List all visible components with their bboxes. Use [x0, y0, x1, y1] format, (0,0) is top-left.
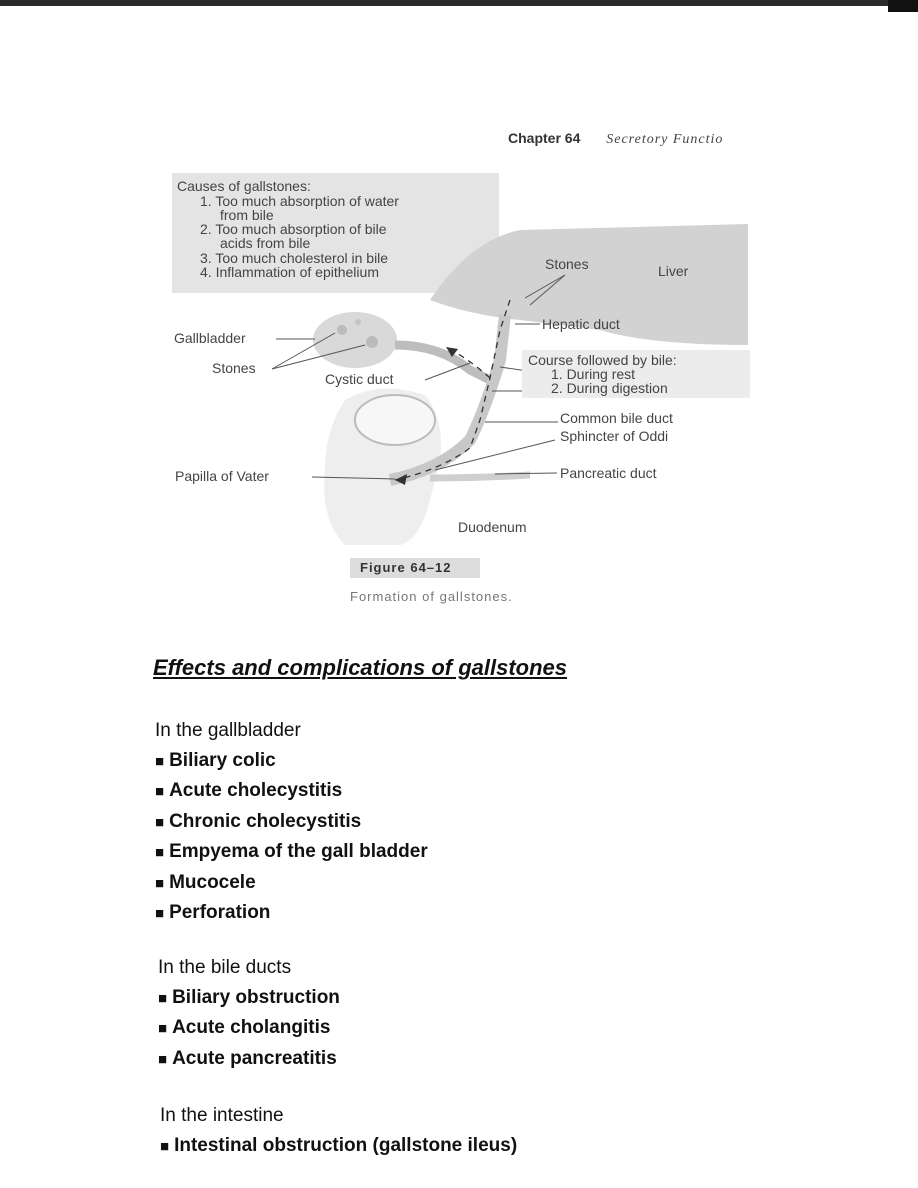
list-item: ■ Biliary obstruction: [158, 986, 340, 1008]
label-course-digestion: 2. During digestion: [551, 380, 668, 396]
bullet-icon: ■: [155, 844, 165, 861]
cause-1: 1. Too much absorption of water: [200, 193, 399, 209]
label-stones-left: Stones: [212, 360, 256, 376]
figure-caption: Formation of gallstones.: [350, 589, 513, 604]
label-common-bile-duct: Common bile duct: [560, 410, 673, 426]
label-liver: Liver: [658, 263, 689, 279]
list-item: ■ Intestinal obstruction (gallstone ileus): [160, 1134, 518, 1156]
causes-title: Causes of gallstones:: [177, 178, 311, 194]
label-papilla: Papilla of Vater: [175, 468, 269, 484]
label-hepatic-duct: Hepatic duct: [542, 316, 620, 332]
cause-3: 3. Too much cholesterol in bile: [200, 250, 389, 266]
gallstone-2: [366, 336, 378, 348]
group-heading: In the intestine: [160, 1105, 284, 1126]
label-course-title: Course followed by bile:: [528, 352, 677, 368]
bullet-icon: ■: [158, 1020, 168, 1037]
chapter-label: Chapter 64: [508, 130, 581, 146]
bullet-icon: ■: [155, 874, 165, 892]
group-gallbladder: [155, 716, 428, 929]
list-item: ■ Mucocele: [155, 871, 256, 893]
label-pancreatic-duct: Pancreatic duct: [560, 465, 657, 481]
list-item: ■ Acute pancreatitis: [158, 1047, 337, 1069]
bullet-icon: ■: [158, 989, 168, 1007]
gallstone-3: [355, 319, 361, 325]
list-item: ■ Empyema of the gall bladder: [155, 841, 428, 862]
gallbladder-shape: [313, 312, 397, 368]
bullet-icon: ■: [160, 1137, 170, 1155]
bullet-icon: ■: [155, 752, 165, 770]
bullet-icon: ■: [158, 1050, 168, 1068]
list-item: ■ Biliary colic: [155, 749, 276, 771]
bullet-icon: ■: [155, 905, 165, 922]
bullet-icon: ■: [155, 783, 165, 800]
cause-2-cont: acids from bile: [220, 235, 311, 251]
label-course-rest: 1. During rest: [551, 366, 636, 382]
cause-1-cont: from bile: [220, 207, 274, 223]
group-intestine: [160, 1101, 517, 1161]
section-label: Secretory Functio: [606, 132, 724, 147]
cystic-duct-shape: [395, 345, 490, 380]
gallstone-1: [337, 325, 347, 335]
group-bile-ducts: [158, 953, 340, 1074]
label-stones-top: Stones: [545, 256, 589, 272]
list-item: ■ Acute cholecystitis: [155, 780, 343, 801]
label-duodenum: Duodenum: [458, 519, 527, 535]
label-cystic-duct: Cystic duct: [325, 371, 394, 387]
list-item: ■ Chronic cholecystitis: [155, 810, 362, 832]
list-item: ■ Perforation: [155, 902, 271, 923]
figure-number: Figure 64–12: [360, 560, 452, 575]
pancreatic-duct-shape: [430, 475, 530, 478]
section-title: Effects and complications of gallstones: [153, 655, 568, 680]
cause-2: 2. Too much absorption of bile: [200, 221, 387, 237]
duodenum-lumen: [355, 395, 435, 445]
group-heading: In the gallbladder: [155, 720, 301, 741]
label-sphincter: Sphincter of Oddi: [560, 428, 669, 444]
list-item: ■ Acute cholangitis: [158, 1017, 331, 1038]
cause-4: 4. Inflammation of epithelium: [200, 264, 379, 280]
label-gallbladder: Gallbladder: [174, 330, 246, 346]
group-heading: In the bile ducts: [158, 957, 292, 978]
bullet-icon: ■: [155, 813, 165, 831]
